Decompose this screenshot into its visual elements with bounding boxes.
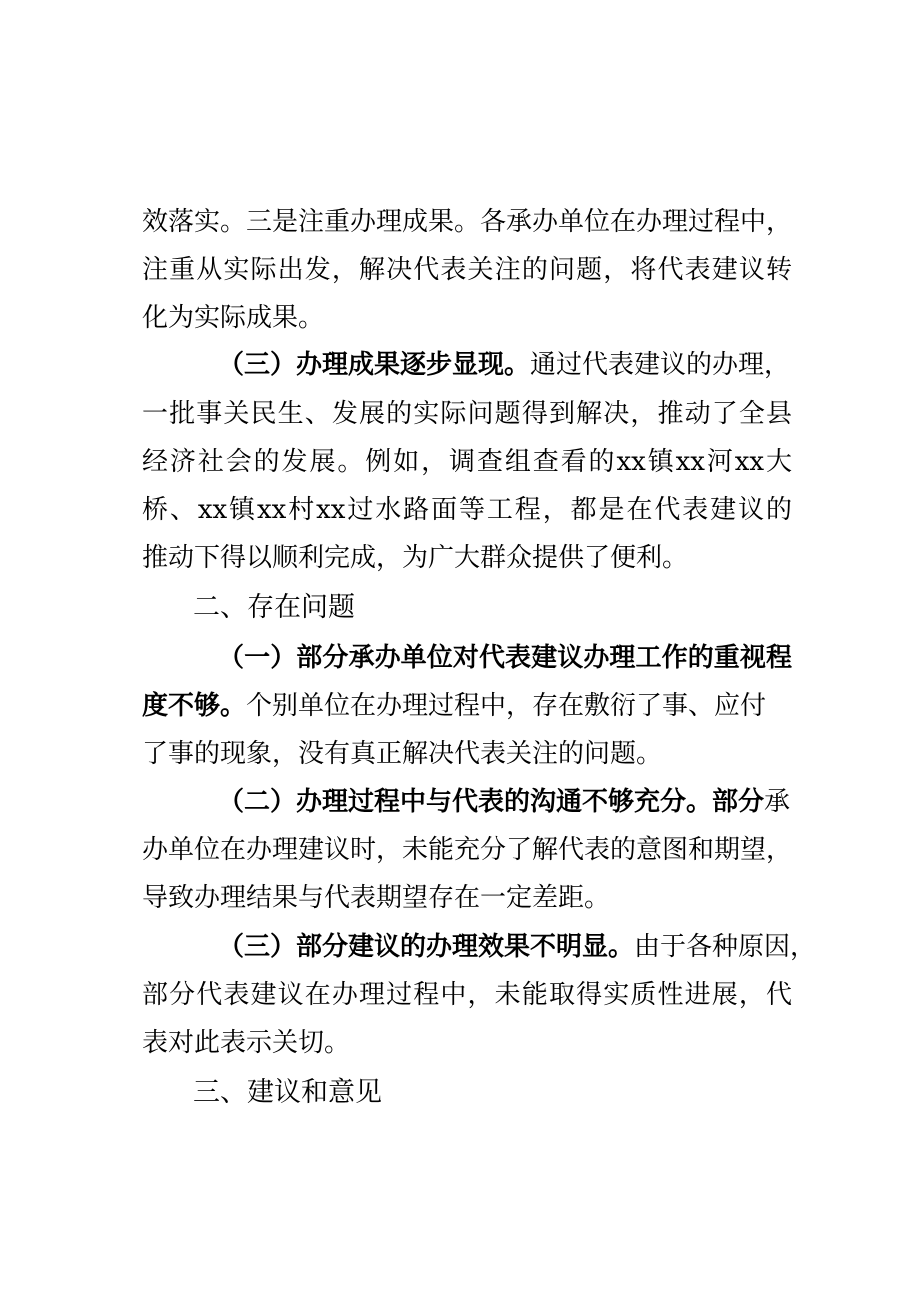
- body-text-line: 化为实际成果。: [142, 303, 325, 333]
- body-text-line: 推动下得以顺利完成，为广大群众提供了便利。: [142, 543, 689, 573]
- paragraph-first-line: [218, 350, 792, 380]
- paragraph-lead: （一）部分承办单位对代表建议办理工作的重视程: [218, 643, 792, 673]
- body-text-line: 办单位在办理建议时，未能充分了解代表的意图和期望，: [142, 835, 793, 865]
- body-text: 通过代表建议的办理，: [530, 350, 791, 380]
- body-text-line: 部分代表建议在办理过程中，未能取得实质性进展，代: [142, 980, 792, 1010]
- body-text-line: 了事的现象，没有真正解决代表关注的问题。: [142, 739, 663, 769]
- paragraph-first-line: [218, 932, 817, 962]
- paragraph-line: [142, 691, 792, 721]
- body-text-line: 表对此表示关切。: [142, 1028, 351, 1058]
- body-text-line: 经济社会的发展。例如，调查组查看的xx镇xx河xx大: [142, 447, 792, 477]
- body-text-line: 一批事关民生、发展的实际问题得到解决，推动了全县: [142, 399, 792, 429]
- paragraph-lead: （二）办理过程中与代表的沟通不够充分。部分: [218, 787, 765, 817]
- body-text: 承: [764, 787, 791, 817]
- paragraph-lead: （三）办理成果逐步显现。: [218, 350, 531, 380]
- section-heading: 三、建议和意见: [193, 1077, 382, 1108]
- section-heading: 二、存在问题: [193, 592, 355, 623]
- body-text: 个别单位在办理过程中，存在敷衍了事、应付: [246, 691, 767, 721]
- paragraph-lead: （三）部分建议的办理效果不明显。: [218, 932, 635, 962]
- body-text-line: 导致办理结果与代表期望存在一定差距。: [142, 883, 611, 913]
- body-text-line: 效落实。三是注重办理成果。各承办单位在办理过程中，: [142, 207, 793, 237]
- body-text-line: 桥、xx镇xx村xx过水路面等工程，都是在代表建议的: [142, 495, 792, 525]
- paragraph-lead: 度不够。: [142, 691, 247, 721]
- body-text-line: 注重从实际出发，解决代表关注的问题，将代表建议转: [142, 255, 792, 285]
- body-text: 由于各种原因，: [634, 932, 817, 962]
- paragraph-first-line: [218, 787, 792, 817]
